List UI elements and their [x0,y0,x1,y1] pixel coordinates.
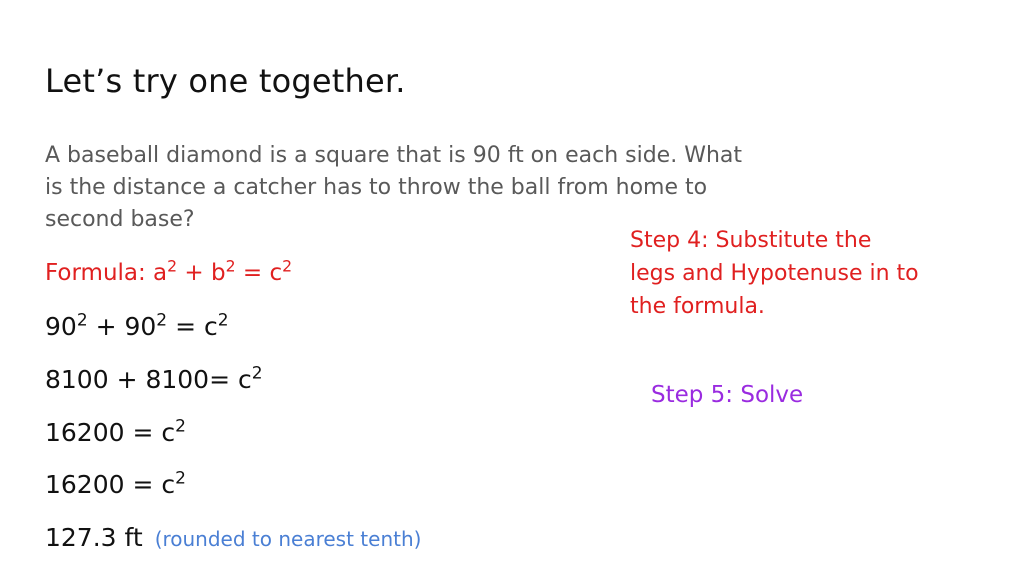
slide-title: Let’s try one together. [45,62,406,100]
step4-exponent: 2 [175,468,186,489]
answer-text: 127.3 ft [45,523,143,552]
problem-line: A baseball diamond is a square that is 90 ft on each side. What [45,143,742,168]
step1-exponent-c: 2 [217,310,229,331]
step1-exponent-a: 2 [76,310,88,331]
formula-line [45,256,293,286]
formula-part-c: = c [235,260,283,286]
step4-line: the formula. [630,294,765,319]
formula-label: Formula: a [45,260,168,286]
step2-exponent: 2 [251,363,263,384]
rounding-note: (rounded to nearest tenth) [154,527,422,551]
step4-line: Step 4: Substitute the [630,228,872,253]
step3-text: 16200 = c [45,418,176,447]
step4-text: 16200 = c [45,470,176,499]
step1-exponent-b: 2 [156,310,168,331]
work-step-3 [45,418,186,447]
step2-text: 8100 + 8100= c [45,365,252,394]
work-step-1 [45,312,229,341]
formula-part-b: + b [177,260,226,286]
formula-exponent-a: 2 [167,256,178,276]
work-step-4 [45,470,186,499]
formula-exponent-c: 2 [282,256,293,276]
step4-instruction [630,224,1000,323]
step4-line: legs and Hypotenuse in to [630,261,919,286]
step1-part-a: 90 [45,312,77,341]
problem-statement [45,140,975,236]
step1-part-c: = c [167,312,218,341]
step5-instruction: Step 5: Solve [651,382,804,408]
problem-line: second base? [45,207,195,232]
work-step-2 [45,365,263,394]
work-step-5 [45,523,421,552]
problem-line: is the distance a catcher has to throw the ball from home to [45,175,708,200]
formula-exponent-b: 2 [225,256,236,276]
step3-exponent: 2 [175,416,186,437]
step1-part-b: + 90 [87,312,157,341]
